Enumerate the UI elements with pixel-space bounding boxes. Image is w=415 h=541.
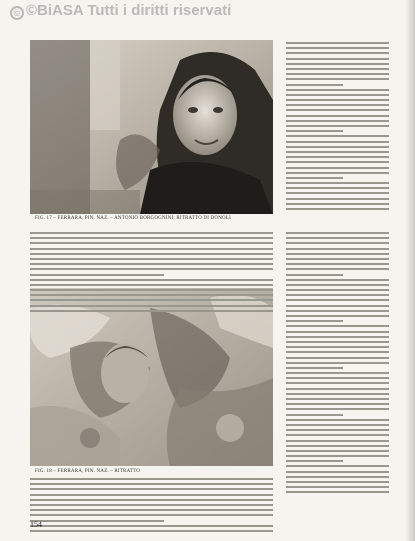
- text-line: [286, 192, 389, 194]
- text-line: [286, 268, 389, 270]
- text-line: [286, 331, 389, 333]
- text-line: [286, 455, 389, 457]
- text-line: [286, 187, 389, 189]
- text-line: [286, 351, 389, 353]
- text-line: [286, 253, 389, 255]
- text-line: [286, 377, 389, 379]
- figure-caption-bottom: FIG. 18 – FERRARA, PIN. NAZ. – RITRATTO: [35, 469, 141, 474]
- text-line: [30, 494, 273, 496]
- text-line: [30, 299, 273, 301]
- text-line: [286, 403, 389, 405]
- text-line: [286, 237, 389, 239]
- text-line: [30, 514, 273, 516]
- page-edge-shadow: [405, 0, 415, 541]
- text-line: [286, 78, 389, 80]
- text-line: [30, 242, 273, 244]
- text-line: [30, 284, 273, 286]
- text-line: [286, 434, 389, 436]
- copyright-icon: ©: [10, 6, 24, 20]
- text-line: [286, 424, 389, 426]
- text-line: [286, 393, 389, 395]
- text-line: [286, 63, 389, 65]
- text-line: [30, 258, 273, 260]
- text-line: [286, 388, 389, 390]
- text-line: [30, 478, 273, 480]
- text-line: [286, 440, 389, 442]
- text-line: [286, 73, 389, 75]
- text-line: [286, 284, 389, 286]
- text-line: [286, 94, 389, 96]
- text-line: [286, 115, 389, 117]
- text-line: [286, 279, 389, 281]
- text-line: [286, 471, 389, 473]
- text-line: [30, 525, 273, 527]
- figure-portrait-photo: [30, 40, 273, 214]
- text-line: [286, 146, 389, 148]
- text-line: [286, 248, 389, 250]
- text-line: [30, 530, 273, 532]
- text-line: [286, 289, 389, 291]
- text-line: [286, 336, 389, 338]
- text-line: [286, 203, 389, 205]
- text-line: [286, 104, 389, 106]
- text-column-left-middle: [30, 232, 273, 315]
- text-line: [286, 310, 389, 312]
- text-line: [286, 89, 389, 91]
- text-line: [286, 382, 389, 384]
- text-line: [286, 232, 389, 234]
- text-line: [286, 398, 389, 400]
- text-line: [30, 499, 273, 501]
- text-line: [286, 419, 389, 421]
- text-line: [286, 294, 389, 296]
- text-line: [286, 367, 343, 369]
- text-line: [286, 58, 389, 60]
- page-number: 154: [30, 520, 42, 529]
- text-line: [286, 476, 389, 478]
- text-line: [30, 268, 273, 270]
- text-line: [286, 182, 389, 184]
- text-line: [286, 414, 343, 416]
- text-line: [286, 109, 389, 111]
- text-line: [30, 305, 273, 307]
- portrait-photo-image: [30, 40, 273, 214]
- text-line: [286, 305, 389, 307]
- text-line: [30, 232, 273, 234]
- text-line: [286, 341, 389, 343]
- text-line: [286, 445, 389, 447]
- text-line: [286, 99, 389, 101]
- text-line: [286, 258, 389, 260]
- text-line: [30, 488, 273, 490]
- text-line: [286, 47, 389, 49]
- text-line: [286, 242, 389, 244]
- text-line: [286, 141, 389, 143]
- text-line: [286, 372, 389, 374]
- text-line: [30, 263, 273, 265]
- text-line: [286, 325, 389, 327]
- text-line: [286, 465, 389, 467]
- text-line: [30, 509, 273, 511]
- text-line: [30, 274, 164, 276]
- text-line: [286, 274, 343, 276]
- figure-caption-top: FIG. 17 – FERRARA, PIN. NAZ. – ANTONIO BORGOGNINI: RITRATTO DI DONOLI: [35, 216, 231, 221]
- text-line: [286, 68, 389, 70]
- text-line: [286, 172, 389, 174]
- text-line: [286, 362, 389, 364]
- text-line: [30, 248, 273, 250]
- text-line: [30, 253, 273, 255]
- watermark-text: ©BiASA Tutti i diritti riservati: [26, 2, 232, 19]
- text-line: [286, 357, 389, 359]
- text-line: [286, 167, 389, 169]
- text-line: [30, 310, 273, 312]
- text-line: [286, 161, 389, 163]
- text-line: [286, 299, 389, 301]
- text-line: [286, 84, 343, 86]
- text-column-left-bottom: [30, 478, 273, 535]
- text-line: [286, 135, 389, 137]
- text-line: [30, 289, 273, 291]
- text-line: [30, 483, 273, 485]
- text-line: [286, 429, 389, 431]
- text-line: [286, 346, 389, 348]
- text-line: [286, 151, 389, 153]
- text-column-right-long: [286, 232, 389, 497]
- text-line: [30, 294, 273, 296]
- text-line: [286, 198, 389, 200]
- text-line: [286, 42, 389, 44]
- text-line: [286, 125, 389, 127]
- text-line: [286, 120, 389, 122]
- text-line: [286, 486, 389, 488]
- text-line: [286, 130, 343, 132]
- text-line: [286, 408, 389, 410]
- text-line: [286, 263, 389, 265]
- text-line: [286, 481, 389, 483]
- text-line: [286, 450, 389, 452]
- text-line: [286, 156, 389, 158]
- text-column-right-top: [286, 42, 389, 213]
- text-line: [30, 237, 273, 239]
- text-line: [286, 208, 389, 210]
- text-line: [30, 279, 273, 281]
- watermark: [10, 2, 231, 20]
- text-line: [286, 315, 389, 317]
- text-line: [286, 460, 343, 462]
- text-line: [30, 520, 164, 522]
- text-line: [30, 504, 273, 506]
- text-line: [286, 491, 389, 493]
- text-line: [286, 177, 343, 179]
- text-line: [286, 52, 389, 54]
- text-line: [286, 320, 343, 322]
